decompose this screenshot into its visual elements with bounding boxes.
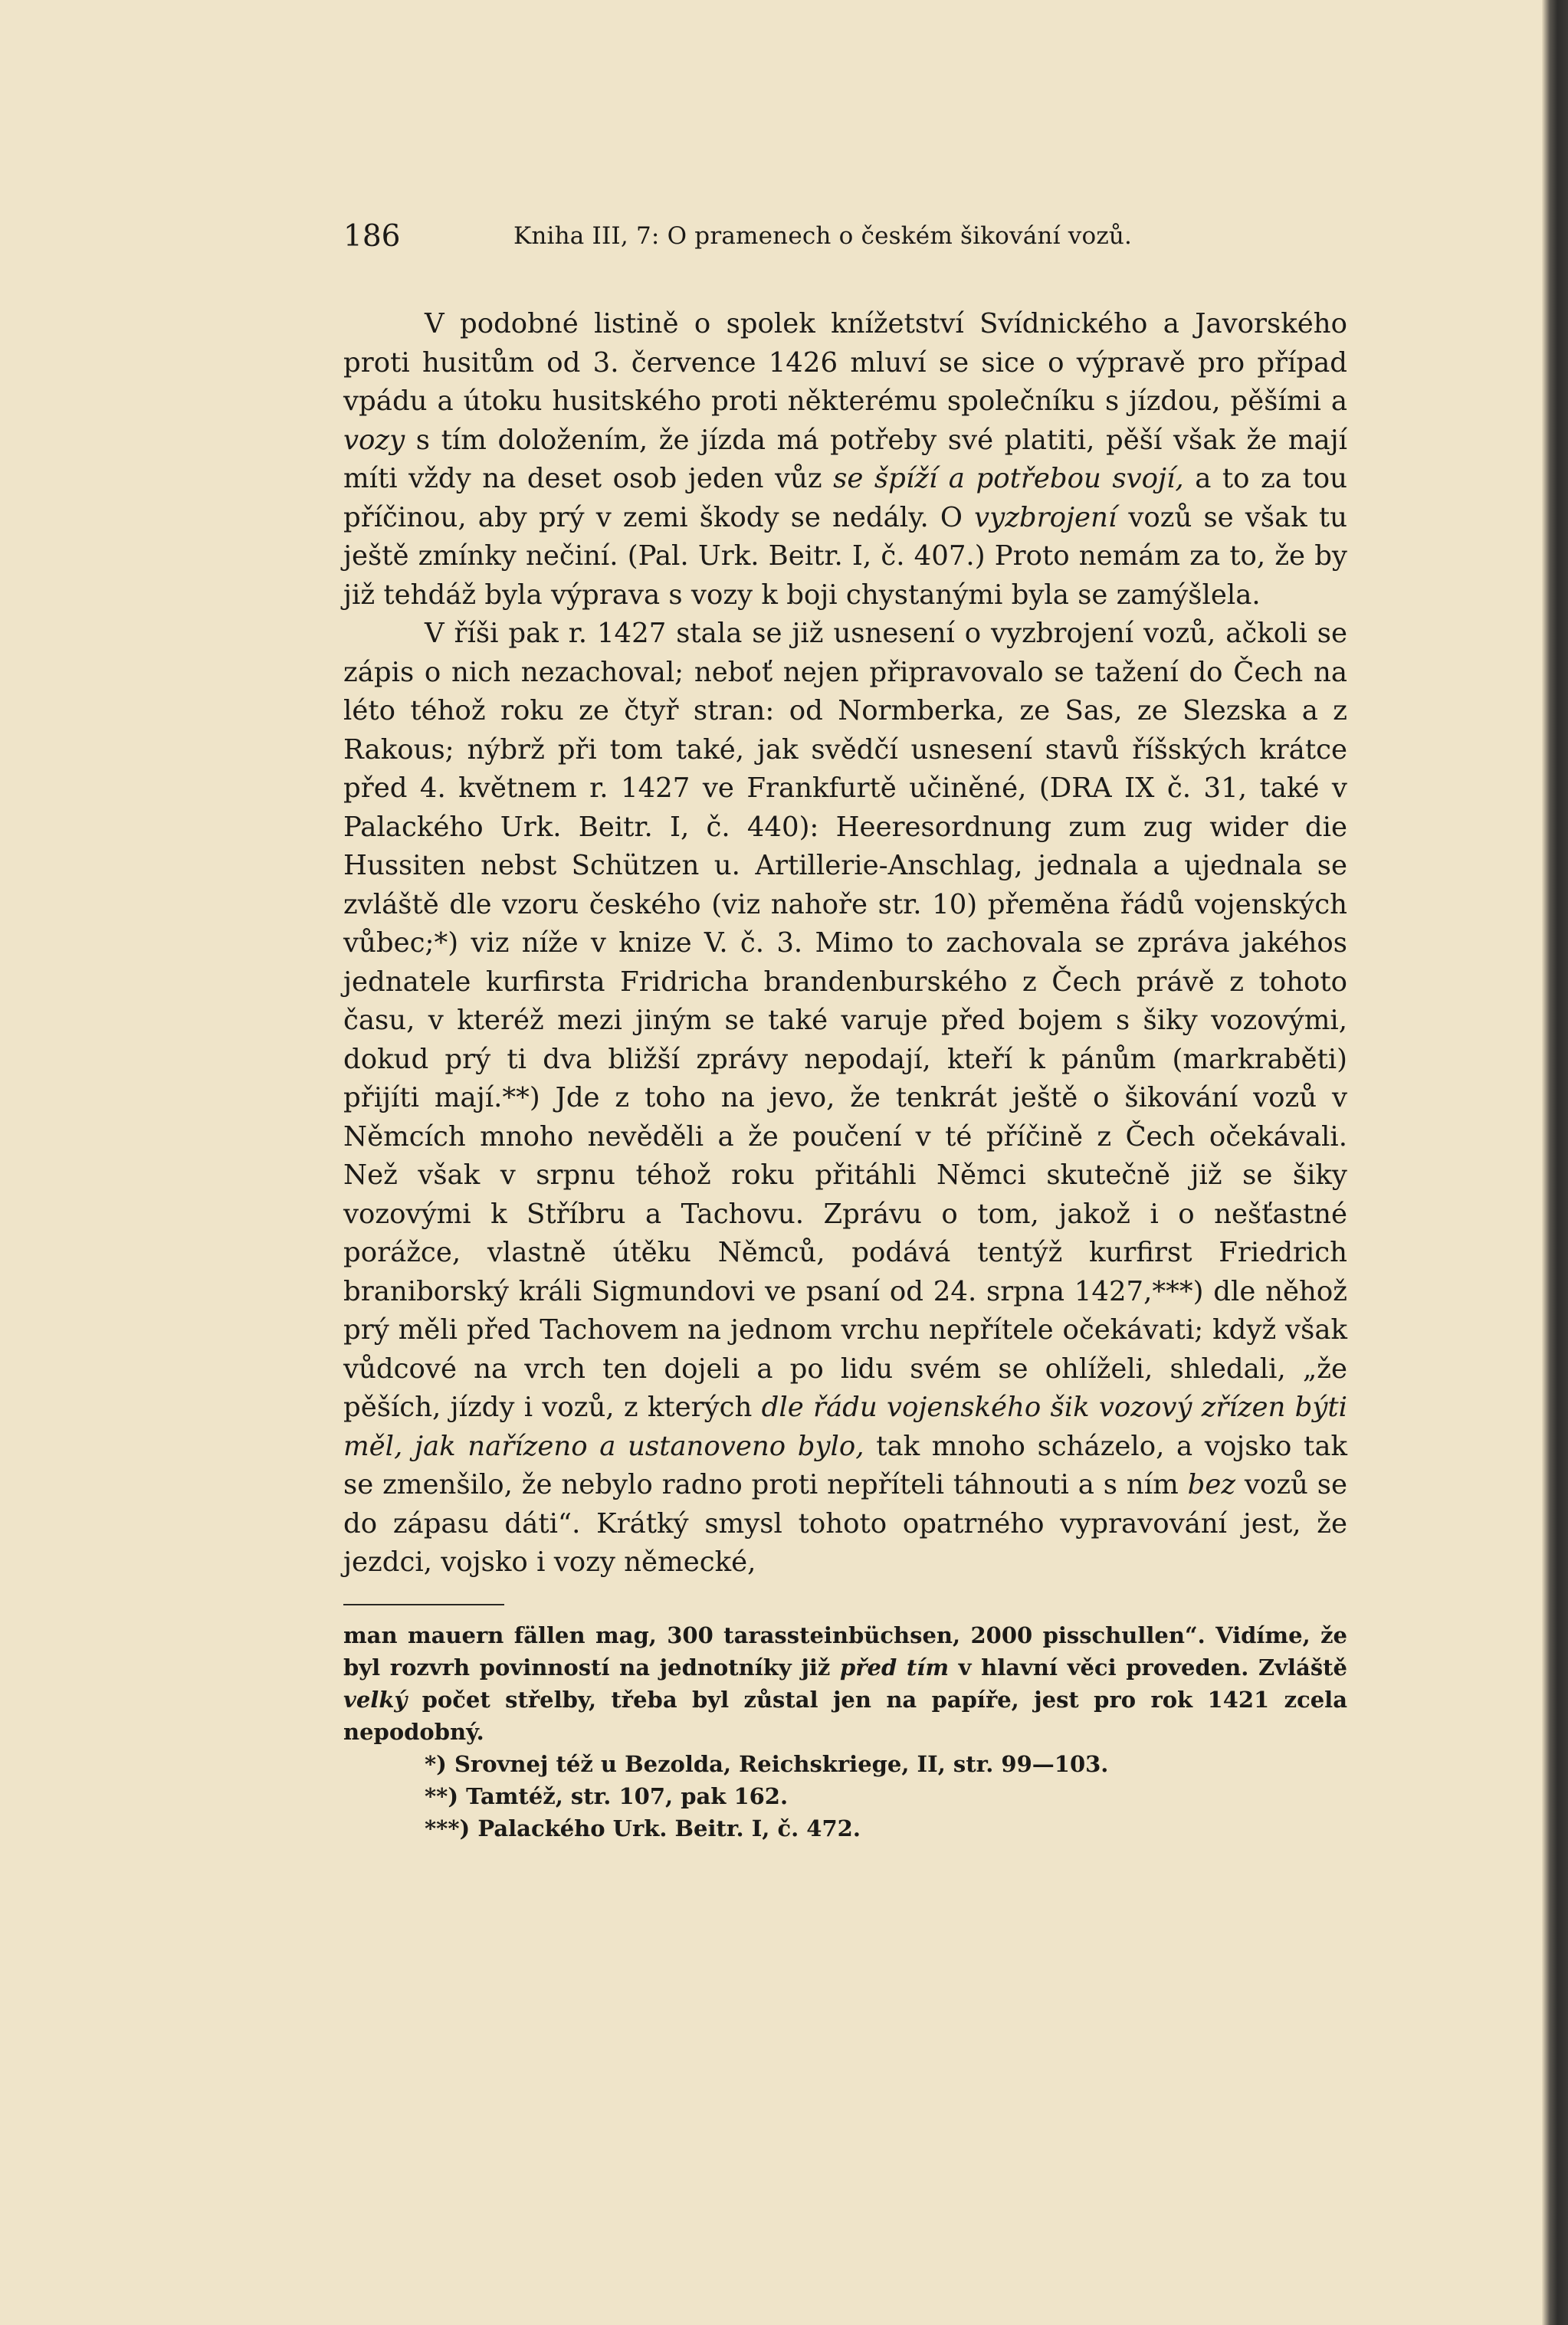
text-run: a to za tou příčinou, aby prý v zemi škody se nedály. O (343, 463, 1347, 533)
book-page (343, 219, 1347, 1845)
italic-text: velký (343, 1686, 408, 1713)
text-run: vozů se však tu ještě zmínky nečiní. (Pal. Urk. Beitr. I, č. 407.) Proto nemám za to, že by již tehdáž byla výprava s vozy k boji chystanými byla se zamýšlela. (343, 501, 1347, 611)
running-title: Kniha III, 7: O pramenech o českém šikování vozů. (513, 222, 1133, 250)
text-run: V říši pak r. 1427 stala se již usnesení o vyzbrojení vozů, ačkoli se zápis o nich nezachoval; neboť nejen připravovalo se tažení do Čech na léto téhož roku ze čtyř stran: od Normberka, ze Sas, ze Slezska a z Rakous; nýbrž při tom také, jak svědčí usnesení stavů říšských krátce před 4. květnem r. 1427 ve Frankfurtě učiněné, (DRA IX č. 31, také v Palackého Urk. Beitr. I, č. 440): Heeresordnung zum zug wider die Hussiten nebst Schützen u. Artillerie-Anschlag, jednala a ujednala se zvláště dle vzoru českého (viz nahoře str. 10) přeměna řádů vojenských vůbec;*) viz níže v knize V. č. 3. Mimo to zachovala se zpráva jakéhos jednatele kurfirsta Fridricha brandenburského z Čech právě z tohoto času, v kteréž mezi jiným se také varuje před bojem s šiky vozovými, dokud prý ti dva bližší zprávy nepodají, kteří k pánům (markraběti) přijíti mají.**) Jde z toho na jevo, že tenkrát ještě o šikování vozů v Němcích mnoho nevěděli a že poučení v té příčině z Čech očekávali. Než však v srpnu téhož roku přitáhli Němci skutečně již se šiky vozovými k Stříbru a Tachovu. Zprávu o tom, jakož i o nešťastné porážce, vlastně útěku Němců, podává tentýž kurfirst Friedrich braniborský králi Sigmundovi ve psaní od 24. srpna 1427,***) dle něhož prý měli před Tachovem na jednom vrchu nepřítele očekávati; když však vůdcové na vrch ten dojeli a po lidu svém se ohlíželi, shledali, „že pěších, jízdy i vozů, z kterých (343, 618, 1347, 1423)
text-run: V podobné listině o spolek knížetství Svídnického a Javorského proti husitům od 3. července 1426 mluví se sice o výpravě pro případ vpádu a útoku husitského proti některému společníku s jízdou, pěšími a (343, 308, 1347, 417)
text-run: man mauern fällen mag, 300 tarassteinbüchsen, 2000 pisschullen“. Vidíme, že byl rozvrh povinností na jednotníky již (343, 1622, 1347, 1681)
italic-text: bez (1187, 1469, 1236, 1500)
italic-text: vozy (343, 424, 405, 456)
italic-text: dle řádu vojenského šik vozový zřízen býti měl, jak nařízeno a ustanoveno bylo, (343, 1392, 1347, 1462)
italic-text: se špíží a potřebou svojí, (833, 463, 1184, 494)
footnote-3: ***) Palackého Urk. Beitr. I, č. 472. (425, 1815, 861, 1841)
text-run: vozů se do zápasu dáti“. Krátký smysl tohoto opatrného vypravování jest, že jezdci, vojsko i vozy německé, (343, 1469, 1347, 1578)
text-run: v hlavní věci proveden. Zvláště (949, 1654, 1347, 1681)
footnotes (343, 1619, 1347, 1845)
text-run: s tím doložením, že jízda má potřeby své platiti, pěší však že mají míti vždy na deset osob jeden vůz (343, 424, 1347, 494)
body-text (343, 305, 1347, 1582)
text-run: počet střelby, třeba byl zůstal jen na papíře, jest pro rok 1421 zcela nepodobný. (343, 1686, 1347, 1745)
italic-text: před tím (839, 1654, 950, 1681)
footnote-continuation (343, 1619, 1347, 1748)
text-run: tak mnoho scházelo, a vojsko tak se zmenšilo, že nebylo radno proti nepříteli táhnouti a s ním (343, 1430, 1348, 1500)
paragraph-2 (343, 615, 1347, 1582)
paragraph-1 (343, 305, 1347, 615)
page-number: 186 (343, 219, 401, 254)
page-header (343, 219, 1347, 265)
footnote-divider (343, 1604, 504, 1605)
footnote-2: **) Tamtéž, str. 107, pak 162. (425, 1782, 789, 1809)
italic-text: vyzbrojení (974, 501, 1117, 533)
page-edge-shadow (1542, 0, 1568, 2325)
footnote-1: *) Srovnej též u Bezolda, Reichskriege, II, str. 99—103. (425, 1750, 1109, 1777)
